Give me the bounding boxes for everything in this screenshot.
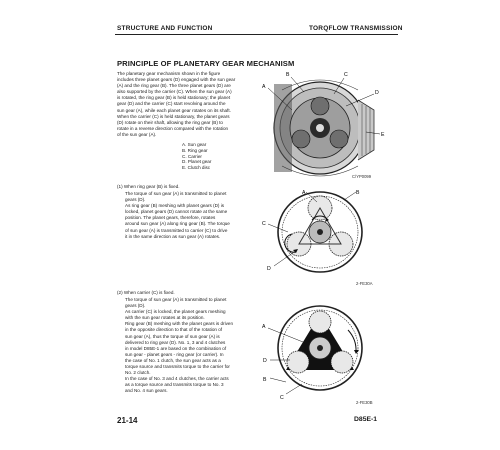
parts-legend — [182, 142, 211, 171]
header-right: TORQFLOW TRANSMISSION — [309, 25, 403, 32]
page-title: PRINCIPLE OF PLANETARY GEAR MECHANISM — [117, 59, 295, 68]
legend-item: E. Clutch disc — [182, 165, 211, 171]
fig3-label-a: A — [262, 324, 266, 330]
ring-gear-fixed-figure — [262, 188, 372, 280]
fig1-label-a: A — [262, 84, 266, 90]
fig2-label-a: A — [302, 190, 306, 196]
page-number: 21-14 — [117, 416, 138, 425]
header-left: STRUCTURE AND FUNCTION — [117, 25, 213, 32]
fig3-label-d: D — [263, 358, 267, 364]
fig3-label-b: B — [263, 377, 267, 383]
fig2-label-b: B — [356, 190, 360, 196]
fig3-code: 2-FE30B — [356, 400, 373, 405]
fig2-label-c: C — [262, 221, 266, 227]
fig3-label-c: C — [280, 395, 284, 401]
intro-paragraph: The planetary gear mechanism shown in the figure includes three planet gears (D) engaged with the sun gear (A) and the ring gear (B). The three planet gears (D) are also supported by the carrier (C). When the sun gear (A) is rotated, the ring gear (B) is held stationary; the planet gear (D) and the carrier (C) start revolving around the sun gear (A), while each planet gear rotates on its shaft. When the carrier (C) is held stationary, the planet gears (D) rotate on their shaft, allowing the ring gear (B) to rotate in a reverse direction compared with the rotation of the sun gear (A). — [117, 71, 236, 137]
legend-item: A. Sun gear — [182, 142, 207, 147]
carrier-fixed-figure — [262, 300, 372, 400]
section2-body: The torque of sun gear (A) is transmitted to planet gears (D). As carrier (C) is locked, the planet gears meshing with the sun gear rotates at its position. Ring gear (B) meshing with the planet gears is driven in the opposite direction to that of the rotation of sun gear (A), thus the torque of sun gear (A) is delivered to ring gear (D). No. 1, 3 and 4 clutches in model D85E-1 are based on the combination of sun gear - planet gears - ring gear (or carrier). In the case of No. 1 clutch, the sun gear acts as a torque source and transmits torque to the carrier for No. 2 clutch. In the case of No. 3 and 4 clutches, the carrier acts as a torque source and transmits torque to No. 3 and No. 4 sun gears. — [125, 297, 234, 394]
legend-item: D. Planet gear — [182, 159, 212, 165]
legend-item: B. Ring gear — [182, 147, 208, 153]
fig1-label-b: B — [286, 72, 290, 78]
fig2-label-d: D — [267, 266, 271, 272]
section2-heading: (2) When carrier (C) is fixed. — [117, 290, 175, 295]
header-rule — [115, 34, 398, 35]
fig2-code: 2-FE30A — [356, 281, 373, 286]
legend-item: C. Carrier — [182, 153, 202, 159]
fig1-label-e: E — [381, 132, 385, 138]
fig1-code: C/YP0099 — [352, 174, 372, 179]
model-code: D85E-1 — [354, 416, 378, 423]
section1-heading: (1) When ring gear (B) is fixed. — [117, 184, 180, 189]
cutaway-housing — [274, 80, 374, 176]
fig1-label-d: D — [375, 90, 379, 96]
fig1-label-c: C — [344, 72, 348, 78]
section1-body: The torque of sun gear (A) is transmitted to planet gears (D). As ring gear (B) meshing with planet gears (D) is locked, planet gears (D) cannot rotate at the same position. The planet gears, therefore, rotates around sun gear (A) along ring gear (B). The torque of sun gear (A) is transmitted to carrier (C) to drive it in the same direction as sun gear (A) rotates. — [125, 191, 230, 239]
planetary-assembly-figure — [262, 70, 390, 182]
